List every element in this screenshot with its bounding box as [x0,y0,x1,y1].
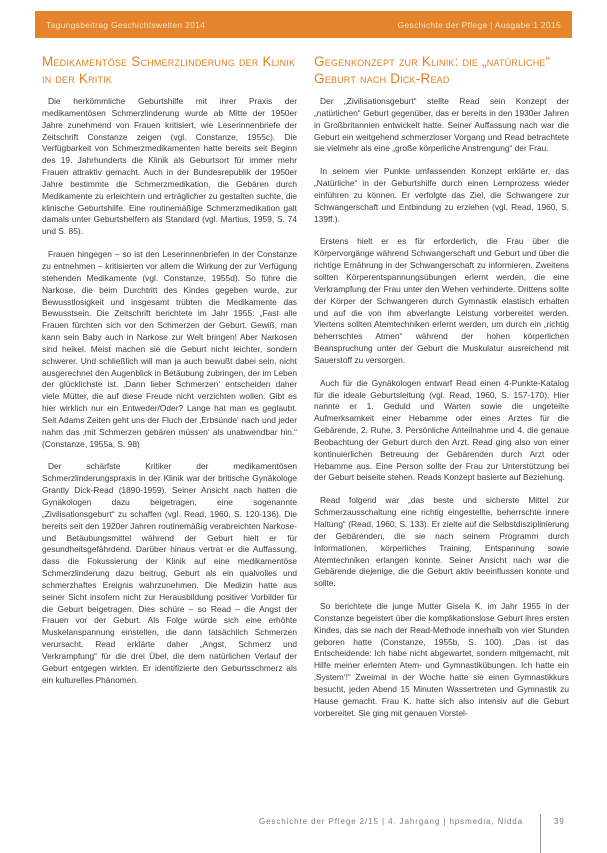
footer-citation: Geschichte der Pflege 2/15 | 4. Jahrgang | hpsmedia, Nidda [258,817,523,826]
paragraph: Die herkömmliche Geburtshilfe mit ihrer Praxis der medikamentösen Schmerzlinderung wurde ab Mitte der 1950er Jahre zunehmend von Frauen kritisiert, wie Leserinnenbriefe der Zeitschrift Constanze zeigen (vgl. Constanze, 1955c). Die Verfügbarkeit von Schmerzmedikamenten hatte bereits seit Beginn des 19. Jahrhunderts die Klinik als Geburtsort für immer mehr Frauen attraktiv gemacht. Auch in der Bundesrepublik der 1950er Jahre bestimmte die Schmerzmedikation, die Gebären durch Medikamente zu erleichtern und erträglicher zu gestalten suchte, die klinische Geburtshilfe. Eine routinemäßige Schmerzmedikation galt damals unter Geburtshelfern als Standard (vgl. Martius, 1959, S. 74 und S. 85). [42,96,297,237]
header-left-label: Tagungsbeitrag Geschichtswelten 2014 [46,19,206,30]
header-right-label: Geschichte der Pflege | Ausgabe 1 2015 [397,19,561,30]
page-number: 39 [554,817,565,826]
header-bar [35,11,572,38]
paragraph: Der schärfste Kritiker der medikamentösen Schmerzlinderungspraxis in der Klinik war der britische Gynäkologe Grantly Dick-Read (1890-1959). Seiner Ansicht nach hatten die Gynäkologen dazu beigetragen, eine sogenannte „Zivilisationsgeburt“ zu schaffen (vgl. Read, 1960, S. 120-136). Die bereits seit den 1920er Jahren routinemäßig verabreichten Narkose- und Betäubungsmittel während der Geburt hielt er für gesundheitsgefährdend. Darüber hinaus vertrat er die Auffassung, dass die Fokussierung der Klinik auf eine medikamentöse Schmerzlinderung dazu beitrug, Geburt als ein qualvolles und schmerzhaftes Ereignis wahrzunehmen. Die Medizin hatte aus seiner Sicht insofern nicht zur Herausbildung positiver Vorbilder für die Geburt beigetragen. Dies schüre – so Read – die Angst der Frauen vor der Geburt. Als Folge würde sich eine erhöhte Muskelanspannung einstellen, die dann tatsächlich Schmerzen verursacht. Read erklärte daher „Angst, Schmerz und Verkrampfung“ für die drei Übel, die dem natürlichen Verlauf der Geburt entgegen wirkten. Er identifizierte den Geburtsschmerz als ein kulturelles Phänomen. [42,461,297,685]
paragraph: Auch für die Gynäkologen entwarf Read einen 4-Punkte-Katalog für die ideale Geburtsleitung (vgl. Read, 1960, S. 157-170). Hier nannte er 1. Geduld und Warten sowie die ungeteilte Aufmerksamkeit einer Hebamme oder eines Arztes für die Gebärende, 2. Ruhe, 3. Persönliche Anteilnahme und 4. die genaue Beobachtung der Geburt durch den Arzt. Read ging also von einer kontinuierlichen Betreuung der Gebärenden durch Arzt oder Hebamme aus. Eine Person sollte der Frau zur Unterstützung bei der Geburt beiseite stehen. Reads Konzept basierte auf Beziehung. [314,377,569,483]
paragraph: Frauen hingegen – so ist den Leserinnenbriefen in der Constanze zu entnehmen – kritisierten vor allem die Wirkung der zur Verfügung stehenden Medikamente (vgl. Constanze, 1955d). So führe die Narkose, die beim Durchtritt des Kindes gegeben wurde, zur Bewusstlosigkeit und insgesamt trübten die Medikamente das Bewusstsein. Die Zeitschrift berichtete im Jahr 1955: „Fast alle Frauen fürchten sich vor den Schmerzen der Geburt. Gewiß, man kann sein Baby auch in Narkose zur Welt bringen! Aber Narkosen sind heikel. Meist machen sie die Geburt nicht leichter, sondern schwerer. Und schließlich will man ja auch bewußt dabei sein, nicht ausgerechnet den Augenblick in Betäubung zubringen, der im Leben der glücklichste ist. ‚Dann lieber Schmerzen‘ entscheiden daher viele Mütter, die auf diese Freude nicht verzichten wollen. Gibt es hier wirklich nur ein Entweder/Oder? Lange hat man es geglaubt. Seit Adams Zeiten geht uns der Fluch der ‚Erbsünde‘ nach und jeder nahm das ‚mit Schmerzen gebären müssen‘ als unabwendbar hin.“ (Constanze, 1955a, S. 98) [42,249,297,449]
paragraph: Erstens hielt er es für erforderlich, die Frau über die Körpervorgänge während Schwangerschaft und Geburt und über die richtige Ernährung in der Schwangerschaft zu informieren. Zweitens sollten Körperentspannungsübungen erlernt werden, die eine Verkrampfung der Frau unter den Wehen verhinderte. Drittens sollte der Körper der Schwangeren durch Gymnastik elastisch erhalten und auf die von ihm abverlangte Leistung vorbereitet werden. Viertens sollten Atemtechniken erlernt werden, um durch ein „richtig beherrschtes Atmen“ während der hohen körperlichen Beanspruchung unter der Geburt die Muskulatur ausreichend mit Sauerstoff zu versorgen. [314,236,569,365]
left-column [42,54,297,810]
right-column [314,54,569,810]
paragraph: In seinem vier Punkte umfassenden Konzept erklärte er, das „Natürliche“ in der Geburtshilfe durch einen Lernprozess wieder einführen zu können. Er verfolgte das Ziel, die Schwangere zur Schwangerschaft und Entbindung zu erziehen (vgl. Read, 1960, S. 139ff.). [314,166,569,224]
footer-divider [540,814,541,853]
paragraph: Read folgend war „das beste und sicherste Mittel zur Schmerzausschaltung eine richtig eingestellte, beherrschte innere Haltung“ (Read, 1960, S. 133). Er zielte auf die Selbstdisziplinierung der Gebärenden, die sie nach seinem Programm durch Informationen, körperliches Training, Entspannung sowie Atemtechniken erlangen konnte. Seiner Ansicht nach war die Gebärende diejenige, die die Geburt aktiv beeinflussen konnte und sollte. [314,495,569,589]
left-column-heading: Medikamentöse Schmerzlinderung der Klinik in der Kritik [42,54,296,86]
paragraph: Der „Zivilisationsgeburt“ stellte Read sein Konzept der „natürlichen“ Geburt gegenüber, das er bereits in den 1930er Jahren in Großbritannien entwickelt hatte. Seiner Auffassung nach war die Geburt ein weitgehend schmerzloser Vorgang und Read betrachtete sie vielmehr als eine „große körperliche Anstrengung“ der Frau. [314,96,569,154]
right-column-heading: Gegenkonzept zur Klinik: die „natürliche“ Geburt nach Dick-Read [314,54,551,86]
paragraph: So berichtete die junge Mutter Gisela K. im Jahr 1955 in der Constanze begeistert über die komplikationslose Geburt ihres ersten Kindes, das sie nach der Read-Methode innerhalb von vier Stunden geboren hatte (Constanze, 1955b, S. 100). „Das ist das Entscheidende: Ich habe nicht abgewartet, sondern mitgemacht, mit Hilfe meiner erlernten Atem- und Gymnastikübungen. Ich hatte ein ‚System‘!“ Zweimal in der Woche hatte sie einen Gymnastikkurs besucht, jeden Abend 15 Minuten Wassertreten und Gymnastik zu Hause gemacht. Frau K. hatte sich also intensiv auf die Geburt vorbereitet. Sie ging mit genauen Vorstel- [314,601,569,718]
article-body [42,54,569,810]
footer [35,814,572,853]
